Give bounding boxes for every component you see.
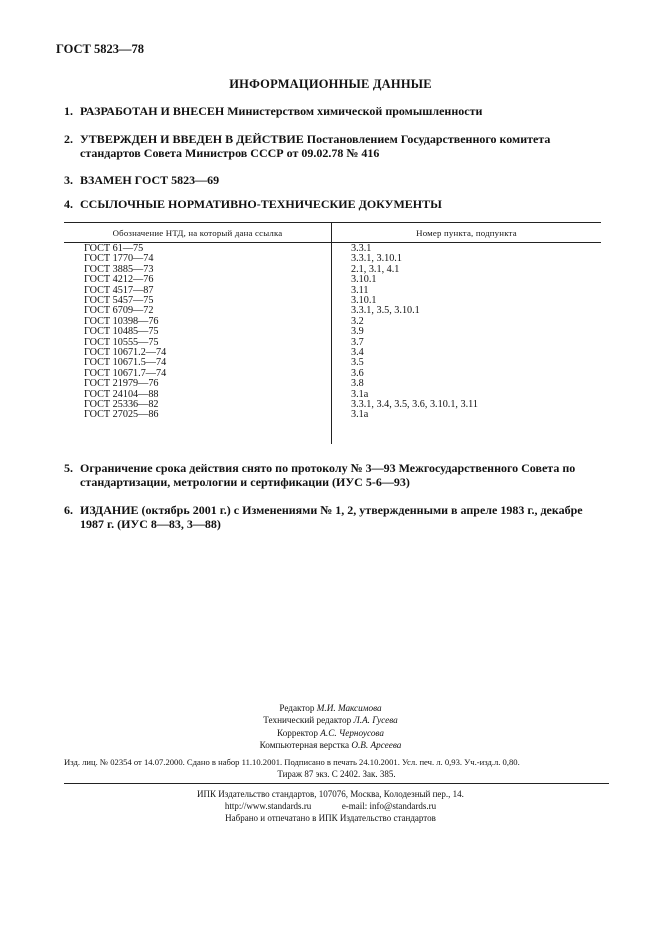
table-row: ГОСТ 24104—88 3.1а [84, 388, 369, 400]
references-table [64, 222, 601, 444]
credit-technical-editor: Технический редактор Л.А. Гусева [263, 715, 398, 726]
item-text: ИЗДАНИЕ (октябрь 2001 г.) с Изменениями № 1, 2, утвержденными в апреле 1983 г., декабре 1987 г. (ИУС 8—83, 3—88) [80, 503, 583, 531]
table-row: ГОСТ 10671.5—74 3.5 [84, 357, 364, 369]
item-text: Ограничение срока действия снято по протоколу № 3—93 Межгосударственного Совета по стандартизации, метрологии и сертификации (ИУС 5-6—93) [80, 461, 576, 489]
item-text: ВЗАМЕН ГОСТ 5823—69 [80, 173, 220, 187]
table-row: ГОСТ 4517—87 3.11 [84, 284, 369, 296]
table-row: ГОСТ 5457—75 3.10.1 [84, 295, 377, 306]
table-header-clause: Номер пункта, подпункта [416, 228, 517, 238]
imprint-line-1: Изд. лиц. № 02354 от 14.07.2000. Сдано в набор 11.10.2001. Подписано в печать 24.10.2001. Усл. печ. л. 0,93. Уч.-изд.л. 0,80. [64, 757, 520, 767]
credit-proofreader: Корректор А.С. Черноусова [277, 727, 384, 738]
table-row: ГОСТ 1770—74 3.3.1, 3.10.1 [84, 253, 402, 265]
page-title: ИНФОРМАЦИОННЫЕ ДАННЫЕ [229, 77, 432, 91]
item-text: РАЗРАБОТАН И ВНЕСЕН Министерством химической промышленности [80, 104, 483, 118]
table-row: ГОСТ 4212—76 3.10.1 [84, 274, 377, 286]
info-item-4 [64, 197, 609, 211]
item-text: ССЫЛОЧНЫЕ НОРМАТИВНО-ТЕХНИЧЕСКИЕ ДОКУМЕНТЫ [80, 197, 442, 211]
item-number: 4. [64, 197, 73, 211]
table-row: ГОСТ 6709—72 3.3.1, 3.5, 3.10.1 [84, 305, 420, 317]
table-row: ГОСТ 10555—75 3.7 [84, 336, 364, 348]
item-text: УТВЕРЖДЕН И ВВЕДЕН В ДЕЙСТВИЕ Постановлением Государственного комитета стандартов Совета Министров СССР от 09.02.78 № 416 [80, 132, 551, 160]
credit-layout: Компьютерная верстка О.В. Арсеева [259, 740, 402, 751]
info-item-1 [64, 104, 609, 118]
table-row: ГОСТ 61—75 3.3.1 [84, 243, 372, 254]
item-number: 6. [64, 503, 73, 517]
table-header-rule [64, 242, 601, 243]
table-row: ГОСТ 27025—86 3.1а [84, 409, 369, 421]
publisher-contacts [0, 800, 661, 812]
info-item-5 [64, 461, 609, 489]
credits-block [0, 702, 661, 752]
table-header-document: Обозначение НТД, на который дана ссылка [112, 228, 283, 238]
table-row: ГОСТ 10485—75 3.9 [84, 326, 364, 338]
publisher-printed-by: Набрано и отпечатано в ИПК Издательство стандартов [225, 813, 436, 823]
imprint-block [64, 756, 609, 780]
table-top-rule [64, 222, 601, 223]
table-row: ГОСТ 10398—76 3.2 [84, 315, 364, 327]
item-number: 3. [64, 173, 73, 187]
publisher-email: e-mail: info@standards.ru [341, 801, 437, 811]
item-number: 1. [64, 104, 73, 118]
table-row: ГОСТ 3885—73 2.1, 3.1, 4.1 [84, 263, 400, 275]
info-item-3 [64, 173, 609, 187]
info-item-6 [64, 503, 609, 531]
publisher-divider [64, 783, 609, 784]
table-row: ГОСТ 10671.7—74 3.6 [84, 367, 364, 379]
publisher-website: http://www.standards.ru [224, 801, 312, 811]
imprint-line-2: Тираж 87 экз. С 2402. Зак. 385. [277, 769, 396, 779]
table-row: ГОСТ 25336—82 3.3.1, 3.4, 3.5, 3.6, 3.10.1, 3.11 [84, 399, 478, 410]
credit-editor: Редактор М.И. Максимова [279, 703, 382, 713]
publisher-block [0, 788, 661, 824]
doc-code-header: ГОСТ 5823—78 [56, 42, 145, 56]
item-number: 5. [64, 461, 73, 475]
info-item-2 [64, 132, 609, 160]
table-row: ГОСТ 10671.2—74 3.4 [84, 347, 364, 358]
publisher-address: ИПК Издательство стандартов, 107076, Москва, Колодезный пер., 14. [197, 789, 464, 799]
table-row: ГОСТ 21979—76 3.8 [84, 378, 364, 390]
item-number: 2. [64, 132, 73, 146]
